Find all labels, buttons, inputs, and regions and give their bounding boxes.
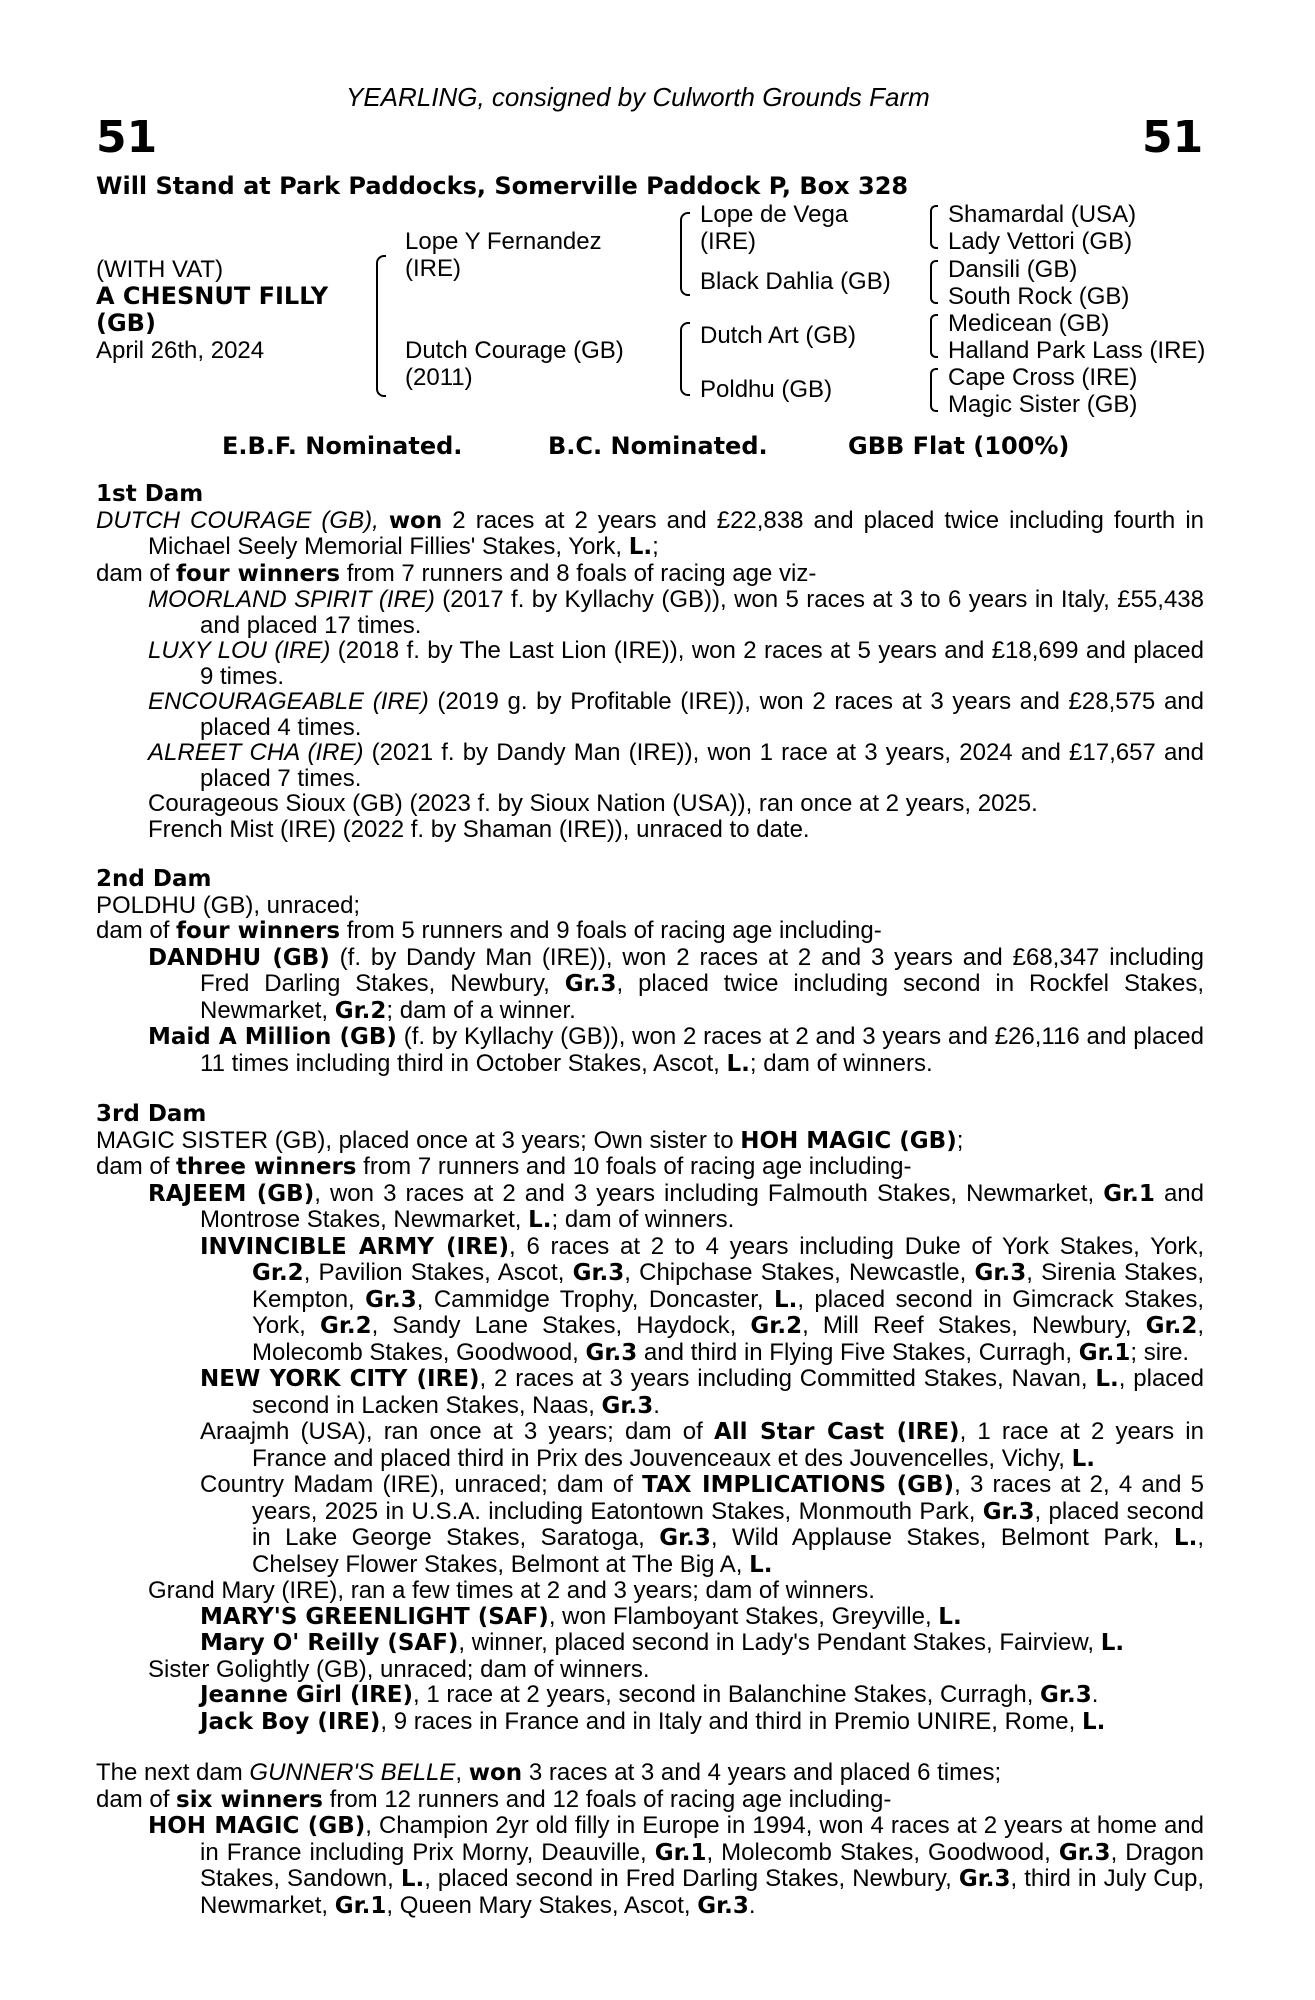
vat-label: (WITH VAT)	[96, 256, 224, 283]
ancestor-dds: Cape Cross (IRE)	[948, 364, 1138, 391]
first-dam-produce-summary: dam of four winners from 7 runners and 8 foals of racing age viz-	[96, 559, 817, 587]
produce-entry: Courageous Sioux (GB) (2023 f. by Sioux Nation (USA)), ran once at 2 years, 2025.	[148, 790, 1038, 817]
horse-country: (GB)	[96, 309, 156, 337]
pedigree-brace-sd	[930, 260, 938, 304]
next-dam-produce-summary: dam of six winners from 12 runners and 12 foals of racing age including-	[96, 1785, 892, 1813]
ancestor-dss: Medicean (GB)	[948, 310, 1110, 337]
ancestor-sdd: South Rock (GB)	[948, 283, 1130, 310]
produce-entry: LUXY LOU (IRE) (2018 f. by The Last Lion (IRE)), won 2 races at 5 years and £18,699 and placed 9 times.	[148, 637, 1204, 690]
produce-entry: ENCOURAGEABLE (IRE) (2019 g. by Profitable (IRE)), won 2 races at 3 years and £28,575 and placed 4 times.	[148, 688, 1205, 741]
third-dam-produce-summary: dam of three winners from 7 runners and 10 foals of racing age including-	[96, 1153, 912, 1180]
catalogue-body	[96, 482, 1204, 1919]
pedigree-brace-gen1	[376, 255, 386, 397]
ancestor-sds: Dansili (GB)	[948, 256, 1078, 283]
dam-year: (2011)	[405, 364, 473, 391]
ancestor-sss: Shamardal (USA)	[948, 201, 1137, 228]
second-dam-produce-summary: dam of four winners from 5 runners and 9 foals of racing age including-	[96, 917, 882, 944]
third-dam-record: MAGIC SISTER (GB), placed once at 3 years; Own sister to HOH MAGIC (GB);	[96, 1126, 964, 1154]
next-dam-record: The next dam GUNNER'S BELLE, won 3 races at 3 and 4 years and placed 6 times;	[96, 1759, 1002, 1786]
pedigree-brace-sire	[680, 212, 690, 296]
second-dam-record: POLDHU (GB), unraced;	[96, 891, 361, 919]
grand-produce-entry: Mary O' Reilly (SAF), winner, placed second in Lady's Pendant Stakes, Fairview, L.	[200, 1629, 1125, 1656]
sire-name: Lope Y Fernandez	[405, 228, 602, 255]
grand-produce-entry: Country Madam (IRE), unraced; dam of TAX IMPLICATIONS (GB), 3 races at 2, 4 and 5 years, 2025 in U.S.A. including Eatontown Stakes, Monmouth Park, Gr.3, placed second in Lake George Stakes, Saratoga, Gr.3, Wild Applause Stakes, Belmont Park, L., Chelsey Flower Stakes, Belmont at The Big A, L.	[200, 1471, 1205, 1578]
sire-country: (IRE)	[405, 255, 461, 282]
third-dam-heading: 3rd Dam	[96, 1101, 207, 1127]
lot-number-right: 51	[1142, 112, 1204, 163]
grand-produce-entry: Araajmh (USA), ran once at 3 years; dam of All Star Cast (IRE), 1 race at 2 years in France and placed third in Prix des Jouvenceaux et des Jouvencelles, Vichy, L.	[200, 1418, 1204, 1472]
ancestor-ssd: Lady Vettori (GB)	[948, 228, 1133, 255]
first-dam-record: DUTCH COURAGE (GB), won 2 races at 2 years and £22,838 and placed twice including fourth in Michael Seely Memorial Fillies' Stakes, York, L.;	[96, 506, 1204, 560]
produce-entry: Maid A Million (GB) (f. by Kyllachy (GB)), won 2 races at 2 and 3 years and £26,116 and placed 11 times including third in October Stakes, Ascot, L.; dam of winners.	[148, 1023, 1204, 1077]
produce-entry: RAJEEM (GB), won 3 races at 2 and 3 years including Falmouth Stakes, Newmarket, Gr.1 and Montrose Stakes, Newmarket, L.; dam of winners.	[148, 1179, 1205, 1233]
produce-entry: Sister Golightly (GB), unraced; dam of winners.	[148, 1655, 650, 1683]
second-dam-heading: 2nd Dam	[96, 866, 212, 892]
ancestor-dsd: Halland Park Lass (IRE)	[948, 337, 1206, 364]
dam-sire: Dutch Art (GB)	[700, 322, 857, 349]
dam-name: Dutch Courage (GB)	[405, 337, 624, 364]
horse-description: A CHESNUT FILLY	[96, 282, 329, 310]
dam-dam: Poldhu (GB)	[700, 376, 833, 403]
produce-entry: MOORLAND SPIRIT (IRE) (2017 f. by Kyllachy (GB)), won 5 races at 3 to 6 years in Italy, £55,438 and placed 17 times.	[148, 586, 1204, 639]
sire-sire-country: (IRE)	[700, 228, 756, 255]
grand-produce-entry: INVINCIBLE ARMY (IRE), 6 races at 2 to 4 years including Duke of York Stakes, York, Gr.2, Pavilion Stakes, Ascot, Gr.3, Chipchase Stakes, Newcastle, Gr.3, Sirenia Stakes, Kempton, Gr.3, Cammidge Trophy, Doncaster, L., placed second in Gimcrack Stakes, York, Gr.2, Sandy Lane Stakes, Haydock, Gr.2, Mill Reef Stakes, Newbury, Gr.2, Molecomb Stakes, Goodwood, Gr.3 and third in Flying Five Stakes, Curragh, Gr.1; sire.	[200, 1232, 1205, 1366]
pedigree-brace-ds	[930, 314, 938, 358]
gbb-flat: GBB Flat (100%)	[848, 432, 1070, 460]
ancestor-ddd: Magic Sister (GB)	[948, 391, 1138, 418]
grand-produce-entry: Jack Boy (IRE), 9 races in France and in Italy and third in Premio UNIRE, Rome, L.	[200, 1707, 1106, 1735]
stabling-line: Will Stand at Park Paddocks, Somerville Paddock P, Box 328	[96, 172, 909, 200]
produce-entry: ALREET CHA (IRE) (2021 f. by Dandy Man (IRE)), won 1 race at 3 years, 2024 and £17,657 and placed 7 times.	[148, 739, 1204, 792]
grand-produce-entry: Jeanne Girl (IRE), 1 race at 2 years, second in Balanchine Stakes, Curragh, Gr.3.	[200, 1681, 1099, 1708]
produce-entry: Grand Mary (IRE), ran a few times at 2 and 3 years; dam of winners.	[148, 1577, 875, 1604]
produce-entry: DANDHU (GB) (f. by Dandy Man (IRE)), won 2 races at 2 and 3 years and £68,347 including Fred Darling Stakes, Newbury, Gr.3, placed twice including second in Rockfel Stakes, Newmarket, Gr.2; dam of a winner.	[148, 943, 1204, 1024]
grand-produce-entry: NEW YORK CITY (IRE), 2 races at 3 years including Committed Stakes, Navan, L., placed second in Lacken Stakes, Naas, Gr.3.	[200, 1365, 1204, 1419]
ebf-nomination: E.B.F. Nominated.	[222, 432, 463, 460]
pedigree-brace-dd	[930, 368, 938, 412]
lot-number-left: 51	[96, 112, 158, 163]
sire-sire-name: Lope de Vega	[700, 201, 849, 228]
grand-produce-entry: MARY'S GREENLIGHT (SAF), won Flamboyant Stakes, Greyville, L.	[200, 1602, 962, 1630]
bc-nomination: B.C. Nominated.	[548, 432, 768, 460]
produce-entry: French Mist (IRE) (2022 f. by Shaman (IRE)), unraced to date.	[148, 815, 810, 843]
pedigree-brace-dam	[680, 322, 690, 396]
produce-entry: HOH MAGIC (GB), Champion 2yr old filly in Europe in 1994, won 4 races at 2 years at home and in France including Prix Morny, Deauville, Gr.1, Molecomb Stakes, Goodwood, Gr.3, Dragon Stakes, Sandown, L., placed second in Fred Darling Stakes, Newbury, Gr.3, third in July Cup, Newmarket, Gr.1, Queen Mary Stakes, Ascot, Gr.3.	[148, 1812, 1205, 1919]
first-dam-heading: 1st Dam	[96, 481, 204, 507]
consignor-line: YEARLING, consigned by Culworth Grounds Farm	[346, 82, 930, 112]
sire-dam: Black Dahlia (GB)	[700, 268, 891, 295]
pedigree-brace-ss	[930, 205, 938, 249]
foaling-date: April 26th, 2024	[96, 337, 265, 364]
